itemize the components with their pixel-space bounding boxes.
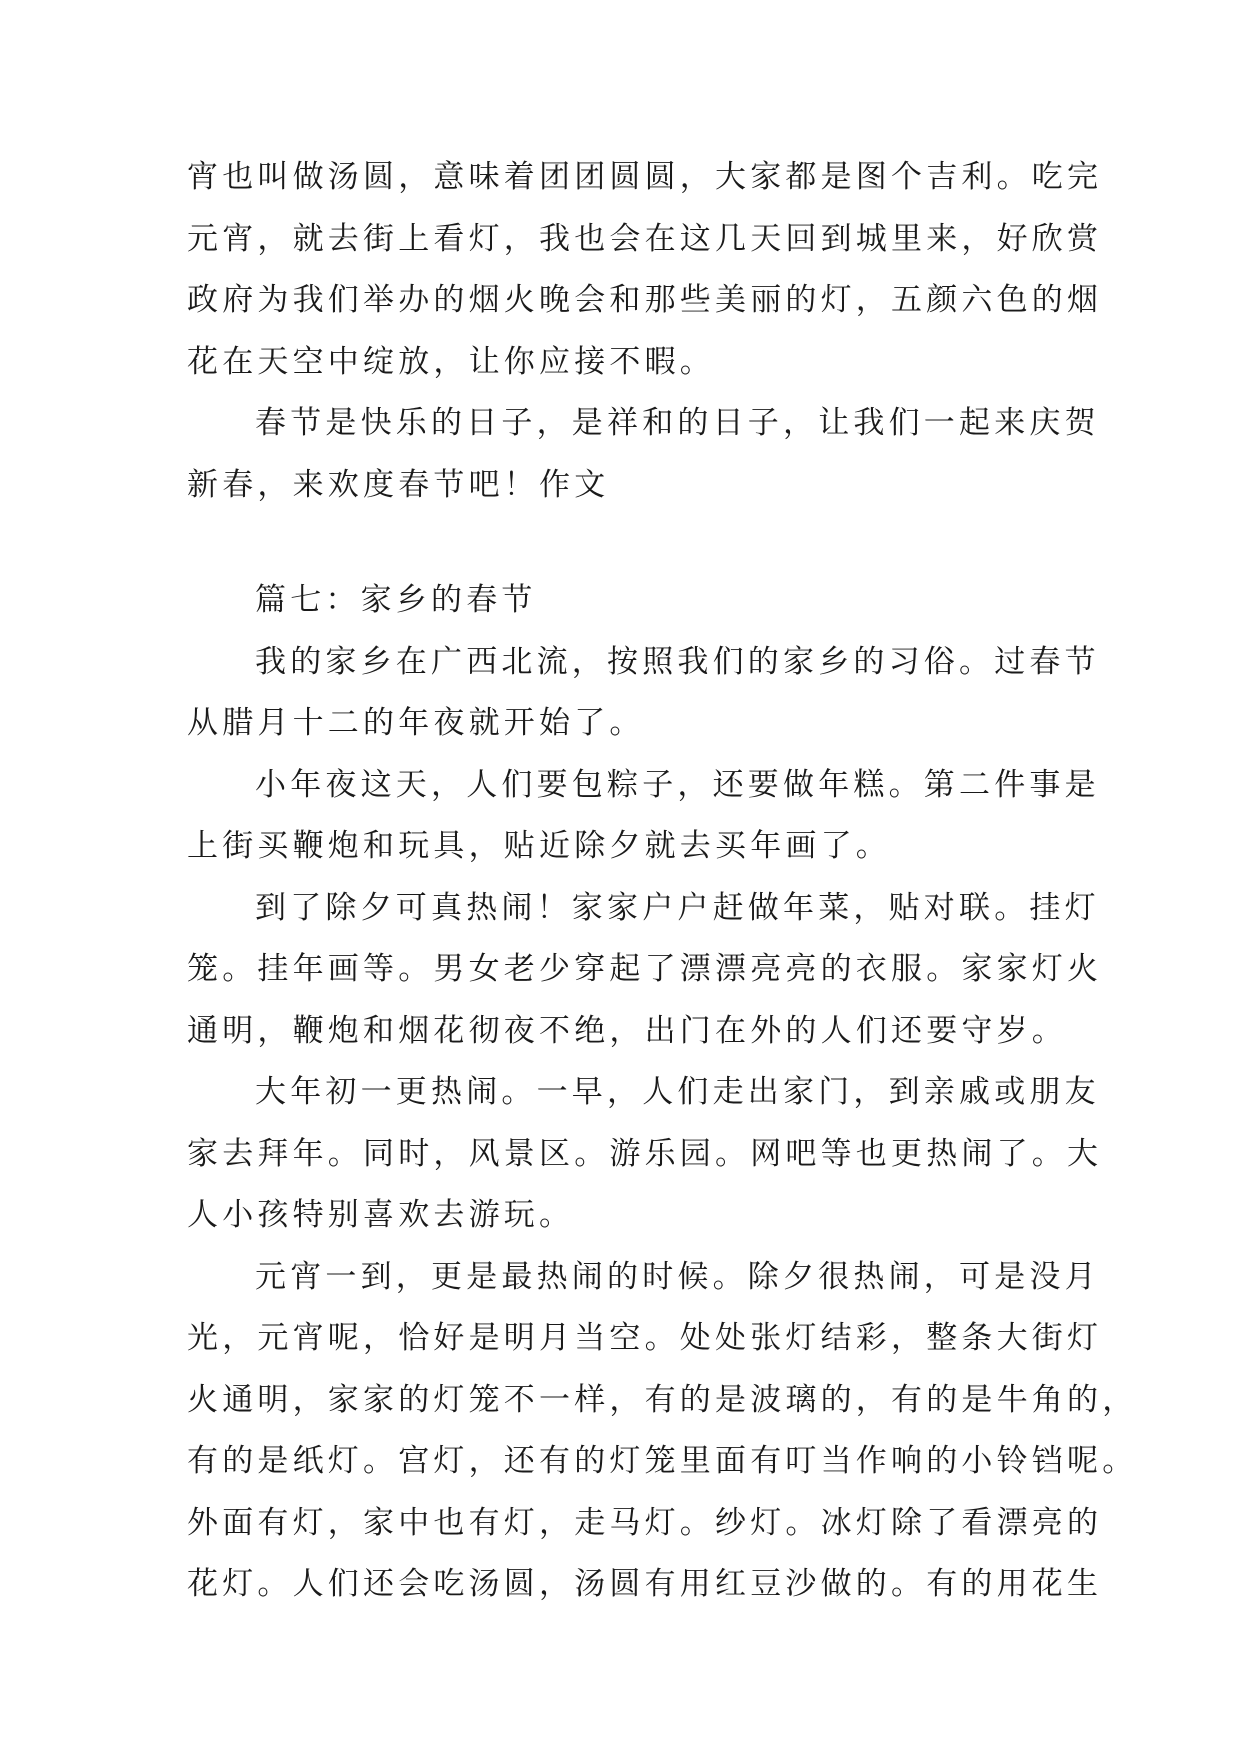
text-line: 家去拜年。同时，风景区。游乐园。网吧等也更热闹了。大 xyxy=(187,1135,1103,1172)
text-line: 元宵，就去街上看灯，我也会在这几天回到城里来，好欣赏 xyxy=(187,220,1103,257)
document-body xyxy=(187,147,1138,1616)
text-line: 光，元宵呢，恰好是明月当空。处处张灯结彩，整条大街灯 xyxy=(187,1320,1103,1356)
essay-seven-body xyxy=(187,632,1138,1616)
essay-six-ending xyxy=(187,147,1103,516)
text-line: 小年夜这天，人们要包粽子，还要做年糕。第二件事是 xyxy=(255,766,1100,803)
text-line: 上街买鞭炮和玩具，贴近除夕就去买年画了。 xyxy=(187,828,891,864)
text-line: 春节是快乐的日子，是祥和的日子，让我们一起来庆贺 xyxy=(255,405,1100,441)
text-line: 人小孩特别喜欢去游玩。 xyxy=(187,1197,575,1233)
text-line: 宵也叫做汤圆，意味着团团圆圆，大家都是图个吉利。吃完 xyxy=(187,159,1103,195)
section-heading: 篇七：家乡的春节 xyxy=(255,582,537,618)
text-line: 火通明，家家的灯笼不一样，有的是波璃的，有的是牛角的， xyxy=(187,1381,1138,1418)
text-line: 新春，来欢度春节吧！作文 xyxy=(187,466,610,503)
text-line: 大年初一更热闹。一早，人们走出家门，到亲戚或朋友 xyxy=(255,1074,1100,1110)
text-line: 我的家乡在广西北流，按照我们的家乡的习俗。过春节 xyxy=(255,643,1100,680)
section-gap xyxy=(187,516,1057,570)
text-line: 花灯。人们还会吃汤圆，汤圆有用红豆沙做的。有的用花生 xyxy=(187,1566,1103,1602)
text-line: 笼。挂年画等。男女老少穿起了漂漂亮亮的衣服。家家灯火 xyxy=(187,951,1103,987)
text-line: 通明，鞭炮和烟花彻夜不绝，出门在外的人们还要守岁。 xyxy=(187,1012,1067,1049)
text-line: 到了除夕可真热闹！家家户户赶做年菜，贴对联。挂灯 xyxy=(255,889,1100,926)
text-line: 有的是纸灯。宫灯，还有的灯笼里面有叮当作响的小铃铛呢。 xyxy=(187,1443,1138,1479)
text-line: 从腊月十二的年夜就开始了。 xyxy=(187,705,645,741)
text-line: 政府为我们举办的烟火晚会和那些美丽的灯，五颜六色的烟 xyxy=(187,282,1103,318)
text-line: 花在天空中绽放，让你应接不暇。 xyxy=(187,343,715,380)
text-line: 外面有灯，家中也有灯，走马灯。纱灯。冰灯除了看漂亮的 xyxy=(187,1504,1103,1541)
text-line: 元宵一到，更是最热闹的时候。除夕很热闹，可是没月 xyxy=(255,1258,1100,1295)
